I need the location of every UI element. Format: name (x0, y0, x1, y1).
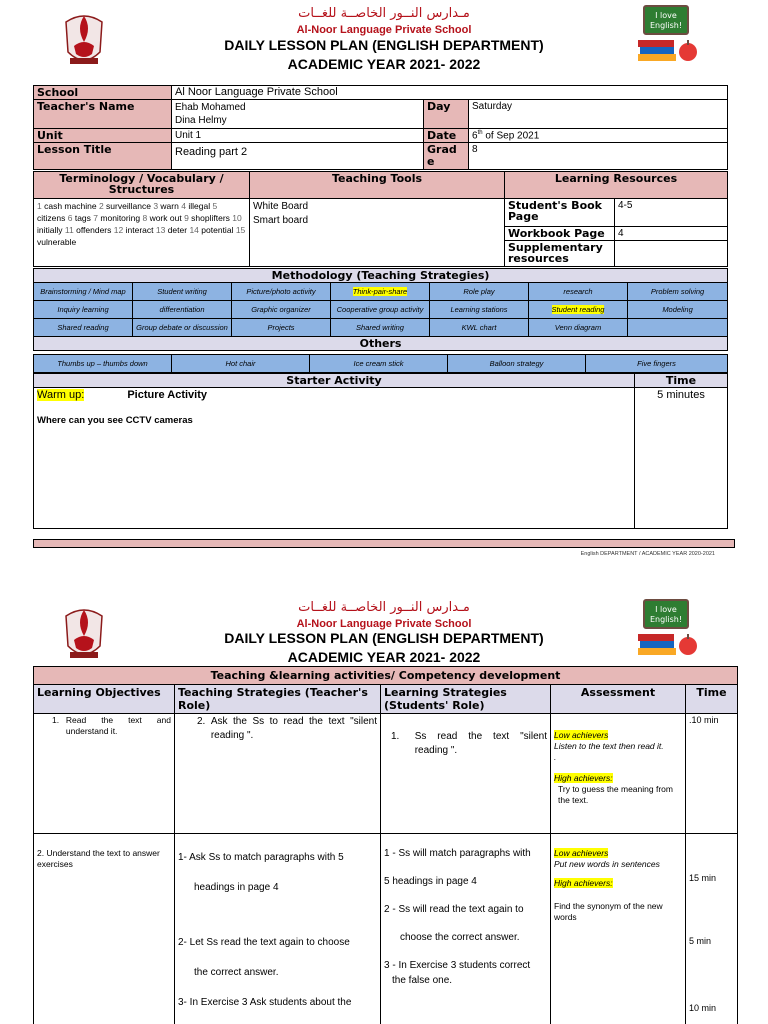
vocab-word: potential (201, 225, 234, 235)
grade-value: 8 (469, 143, 728, 170)
teacher-label: Teacher's Name (34, 100, 172, 129)
vocab-word: vulnerable (37, 237, 77, 247)
strategy-label: Student reading (551, 304, 605, 314)
unit-value: Unit 1 (172, 129, 424, 143)
vocab-number: 6 (67, 213, 73, 223)
strategy-cell (133, 301, 232, 319)
day-value: Saturday (469, 100, 728, 129)
badge-text-line2: English! (649, 21, 683, 30)
time-cell: .10 min (686, 714, 738, 834)
grade-label (424, 143, 469, 170)
teaching-step: 2- Let Ss read the text again to choose (178, 937, 350, 948)
low-achievers-text: Listen to the text then read it. (554, 741, 664, 751)
strategy-label: Think-pair-share (352, 286, 408, 296)
others-title: Others (34, 337, 728, 351)
teaching-step: 1- Ask Ss to match paragraphs with 5 (178, 852, 344, 863)
vocab-word: shoplifters (191, 213, 230, 223)
starter-activity-title: Starter Activity (34, 374, 635, 388)
teacher-name-2: Dina Helmy (175, 115, 227, 126)
tool-item: Smart board (253, 215, 309, 226)
i-love-english-icon (636, 4, 702, 66)
learning-step: 1 - Ss will match paragraphs with (384, 848, 531, 859)
date-day: 6 (472, 130, 478, 142)
strategy-cell (628, 283, 728, 301)
strategy-label: Brainstorming / Mind map (40, 286, 126, 296)
lesson-title-value: Reading part 2 (172, 143, 424, 170)
objective-text: Read the text and understand it. (65, 715, 171, 736)
time-header: Time (686, 685, 738, 714)
learning-step-cont: the false one. (392, 975, 453, 986)
other-strategy-cell (310, 355, 448, 373)
other-strategy-cell (586, 355, 728, 373)
teaching-tools-list (250, 199, 505, 267)
vocab-word: citizens (37, 213, 66, 223)
strategy-label: Shared writing (356, 322, 404, 332)
page-title: DAILY LESSON PLAN (ENGLISH DEPARTMENT) (224, 37, 544, 53)
activities-banner: Teaching &learning activities/ Competency development (34, 667, 738, 685)
strategy-cell (331, 283, 430, 301)
vocab-word: surveillance (106, 201, 151, 211)
objective-cell: 2. Understand the text to answer exercises (34, 834, 175, 1024)
vocab-word: monitoring (100, 213, 141, 223)
supplementary-label: Supplementary resources (505, 241, 615, 267)
strategy-cell (628, 319, 728, 337)
date-suffix: th (477, 130, 483, 136)
learning-step: 2 - Ss will read the text again to (384, 904, 524, 915)
date-label: Date (424, 129, 469, 143)
time-value: 10 min (689, 1003, 717, 1013)
strategy-cell (331, 319, 430, 337)
learning-cell (381, 834, 551, 1024)
strategy-label: Shared reading (57, 322, 109, 332)
vocab-number: 7 (93, 213, 99, 223)
other-strategy-cell (34, 355, 172, 373)
learning-resources-header: Learning Resources (505, 172, 728, 199)
school-logo (60, 602, 108, 662)
time-cell (686, 834, 738, 1024)
day-label: Day (424, 100, 469, 129)
starter-content (34, 388, 635, 529)
assessment-header: Assessment (551, 685, 686, 714)
vocab-word: warn (160, 201, 179, 211)
strategy-label: KWL chart (461, 322, 497, 332)
vocab-word: illegal (188, 201, 211, 211)
assessment-cell (551, 834, 686, 1024)
school-name-arabic: مـدارس النــور الخاصــة للغــات (298, 6, 470, 21)
strategy-cell (232, 319, 331, 337)
vocab-number: 10 (232, 213, 242, 223)
learning-header: Learning Strategies (Students' Role) (381, 685, 551, 714)
date-rest: of Sep 2021 (482, 130, 540, 142)
terminology-header: Terminology / Vocabulary / Structures (34, 172, 250, 199)
strategy-label: Picture/photo activity (246, 286, 316, 296)
strategy-label: Inquiry learning (57, 304, 109, 314)
grade-label-line1: Grad (427, 143, 457, 157)
assessment-dot: . (554, 752, 557, 762)
vocab-word: interact (125, 225, 154, 235)
vocab-word: deter (167, 225, 188, 235)
teaching-text: Ask the Ss to read the text "silent reading ". (210, 716, 377, 741)
teaching-cell (175, 834, 381, 1024)
objective-cell (34, 714, 175, 834)
objectives-header: Learning Objectives (34, 685, 175, 714)
strategy-cell (529, 319, 628, 337)
vocab-number: 13 (155, 225, 166, 235)
other-strategy-cell (172, 355, 310, 373)
strategy-cell (34, 283, 133, 301)
teaching-cell (175, 714, 381, 834)
strategy-label: Modeling (662, 304, 693, 314)
school-name-english: Al-Noor Language Private School (296, 24, 472, 36)
supplementary-value (615, 241, 728, 267)
strategy-cell (232, 301, 331, 319)
strategy-label: Graphic organizer (251, 304, 311, 314)
vocab-word: work out (149, 213, 182, 223)
time-value: 5 min (689, 936, 712, 946)
vocab-number: 11 (64, 225, 74, 235)
others-row (34, 355, 728, 373)
high-achievers-text: Try to guess the meaning from the text. (558, 784, 673, 805)
vocabulary-list (34, 199, 250, 267)
school-name-english: Al-Noor Language Private School (296, 618, 472, 630)
vocab-word: tags (74, 213, 91, 223)
low-achievers-text: Put new words in sentences (554, 859, 660, 869)
teacher-value (172, 100, 424, 129)
vocab-number: 4 (181, 201, 186, 211)
learning-num: 1. (391, 731, 400, 742)
school-name-arabic: مـدارس النــور الخاصــة للغــات (298, 600, 470, 615)
workbook-label: Workbook Page (505, 227, 615, 241)
lesson-info-table (33, 85, 728, 170)
time-value: 15 min (689, 873, 717, 883)
strategy-cell (430, 301, 529, 319)
i-love-english-icon (636, 598, 702, 660)
assessment-cell (551, 714, 686, 834)
school-label: School (34, 86, 172, 100)
page-title: DAILY LESSON PLAN (ENGLISH DEPARTMENT) (224, 630, 544, 646)
students-book-value: 4-5 (615, 199, 728, 227)
other-strategy-label: Ice cream stick (353, 358, 404, 368)
other-strategy-label: Hot chair (225, 358, 256, 368)
vocab-number: 1 (37, 201, 42, 211)
vocab-number: 9 (184, 213, 189, 223)
badge-text-line1: I love (655, 605, 677, 614)
learning-step: 3 - In Exercise 3 students correct (384, 960, 531, 971)
tool-item: White Board (253, 201, 309, 212)
vocab-number: 8 (142, 213, 148, 223)
strategy-label: Venn diagram (554, 322, 602, 332)
others-table (33, 354, 728, 373)
vocab-number: 14 (189, 225, 199, 235)
other-strategy-label: Balloon strategy (489, 358, 544, 368)
vocab-word: offenders (76, 225, 112, 235)
methodology-row (34, 283, 728, 301)
academic-year: ACADEMIC YEAR 2021- 2022 (287, 649, 481, 665)
strategy-cell (430, 319, 529, 337)
vocab-number: 5 (212, 201, 218, 211)
strategy-label: differentiation (159, 304, 205, 314)
teaching-num: 2. (197, 716, 206, 727)
starter-time-header: Time (635, 374, 728, 388)
strategy-cell (34, 301, 133, 319)
learning-step-cont: choose the correct answer. (400, 932, 520, 943)
teaching-step: 3- In Exercise 3 Ask students about the (178, 997, 352, 1008)
high-achievers-text: Find the synonym of the new words (554, 901, 663, 922)
unit-label: Unit (34, 129, 172, 143)
footer-bar (33, 539, 735, 548)
strategy-label: Problem solving (650, 286, 705, 296)
badge-text-line1: I love (655, 11, 677, 20)
learning-text: Ss read the text "silent reading ". (414, 731, 547, 756)
date-value (469, 129, 728, 143)
learning-step-cont: 5 headings in page 4 (384, 876, 477, 887)
vocab-number: 12 (113, 225, 124, 235)
workbook-value: 4 (615, 227, 728, 241)
strategy-cell (331, 301, 430, 319)
warm-up-activity: Picture Activity (127, 389, 208, 401)
starter-time-value: 5 minutes (635, 388, 728, 529)
strategy-cell (628, 301, 728, 319)
strategy-label: Cooperative group activity (336, 304, 424, 314)
other-strategy-label: Five fingers (637, 358, 676, 368)
low-achievers-label: Low achievers (554, 848, 609, 858)
students-book-label: Student's Book Page (505, 199, 615, 227)
academic-year: ACADEMIC YEAR 2021- 2022 (287, 56, 481, 72)
teaching-step-cont: headings in page 4 (194, 882, 279, 893)
strategy-cell (529, 301, 628, 319)
lesson-title-label: Lesson Title (34, 143, 172, 170)
teaching-tools-header: Teaching Tools (250, 172, 505, 199)
strategy-label: Student writing (157, 286, 207, 296)
methodology-title: Methodology (Teaching Strategies) (34, 269, 728, 283)
activities-table (33, 666, 738, 1024)
vocab-tools-table (33, 171, 728, 267)
teaching-header: Teaching Strategies (Teacher's Role) (175, 685, 381, 714)
methodology-table (33, 268, 728, 351)
strategy-label: Role play (463, 286, 495, 296)
objective-num: 1. (52, 715, 60, 725)
strategy-cell (529, 283, 628, 301)
grade-label-line2: e (427, 155, 435, 169)
other-strategy-cell (448, 355, 586, 373)
strategy-cell (232, 283, 331, 301)
warm-up-question: Where can you see CCTV cameras (37, 415, 193, 426)
warm-up-label: Warm up: (37, 389, 85, 401)
strategy-label: Projects (267, 322, 295, 332)
methodology-row (34, 301, 728, 319)
school-logo (60, 8, 108, 68)
vocab-word: cash machine (44, 201, 97, 211)
other-strategy-label: Thumbs up – thumbs down (57, 358, 148, 368)
starter-table (33, 373, 728, 529)
strategy-label: Group debate or discussion (136, 322, 228, 332)
strategy-cell (430, 283, 529, 301)
footer-text: English DEPARTMENT / ACADEMIC YEAR 2020-2021 (580, 551, 715, 557)
learning-cell (381, 714, 551, 834)
strategy-cell (133, 319, 232, 337)
badge-text-line2: English! (649, 615, 683, 624)
vocab-word: initially (37, 225, 63, 235)
vocab-number: 15 (235, 225, 246, 235)
low-achievers-label: Low achievers (554, 730, 609, 740)
strategy-cell (34, 319, 133, 337)
methodology-row (34, 319, 728, 337)
teaching-step-cont: the correct answer. (194, 967, 279, 978)
school-value: Al Noor Language Private School (172, 86, 728, 100)
vocab-number: 3 (153, 201, 159, 211)
vocab-number: 2 (98, 201, 104, 211)
high-achievers-label: High achievers: (554, 878, 613, 888)
high-achievers-label: High achievers: (554, 773, 613, 783)
strategy-cell (133, 283, 232, 301)
teacher-name-1: Ehab Mohamed (175, 102, 246, 113)
strategy-label: research (563, 286, 593, 296)
strategy-label: Learning stations (450, 304, 508, 314)
